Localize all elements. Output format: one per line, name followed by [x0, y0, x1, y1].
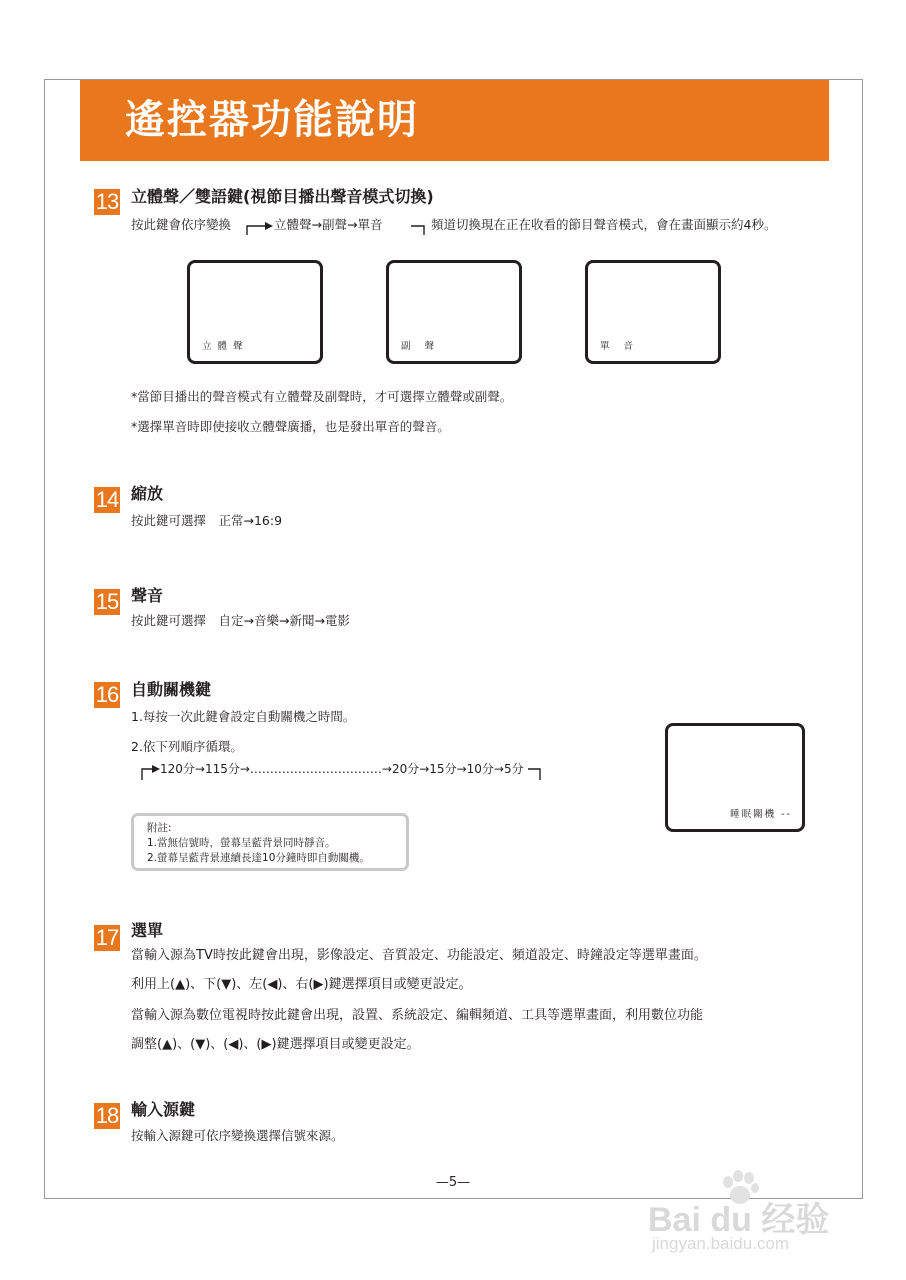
watermark-brand: Bai du 经验	[648, 1201, 830, 1239]
s17-line-1: 當輸入源為TV時按此鍵會出現，影像設定、音質設定、功能設定、頻道設定、時鐘設定等選單畫面。	[131, 948, 707, 963]
section-number-13: 13	[95, 189, 119, 214]
tv-screen-stereo	[187, 260, 323, 364]
baidu-watermark	[640, 1170, 865, 1260]
section-title-15: 聲音	[131, 586, 164, 605]
tv-screen-label: 單音	[600, 341, 648, 352]
s17-line-2: 利用上(▲)、下(▼)、左(◀)、右(▶)鍵選擇項目或變更設定。	[131, 977, 472, 992]
page-title: 遙控器功能說明	[125, 97, 419, 143]
note-line-2: 2.螢幕呈藍背景連續長達10分鐘時即自動關機。	[147, 852, 370, 864]
page-number: —5—	[435, 1175, 471, 1190]
section-title-17: 選單	[131, 921, 164, 940]
section-title-16: 自動關機鍵	[131, 680, 212, 699]
s16-line-2: 2.依下列順序循環。	[131, 739, 243, 754]
section-number-15: 15	[95, 589, 119, 614]
tv-screen-sleep	[665, 723, 805, 832]
s13-note-2: *選擇單音時即使接收立體聲廣播，也是發出單音的聲音。	[131, 419, 450, 434]
s13-note-1: *當節目播出的聲音模式有立體聲及副聲時，才可選擇立體聲或副聲。	[131, 389, 513, 404]
title-banner	[80, 80, 829, 161]
tv-screen-sap	[386, 260, 522, 364]
s14-text: 按此鍵可選擇 正常→16:9	[131, 513, 283, 528]
s16-note-box	[131, 813, 409, 871]
tv-screen-label: 睡眠關機 --	[730, 809, 792, 820]
note-line-1: 1.當無信號時，螢幕呈藍背景同時靜音。	[147, 837, 336, 849]
s13-intro-before: 按此鍵會依序變換	[131, 217, 232, 232]
s13-intro-after: 頻道切換現在正在收看的節目聲音模式，會在畫面顯示約4秒。	[431, 217, 777, 232]
s17-line-3: 當輸入源為數位電視時按此鍵會出現，設置、系統設定、編輯頻道、工具等選單畫面，利用數位功能	[131, 1008, 704, 1023]
page-frame	[44, 79, 863, 1199]
tv-screen-mono	[585, 260, 721, 364]
s13-cycle-text: 立體聲→副聲→單音	[274, 217, 383, 232]
section-number-14: 14	[95, 487, 119, 512]
s16-line-1: 1.每按一次此鍵會設定自動關機之時間。	[131, 709, 356, 724]
section-title-13: 立體聲／雙語鍵(視節目播出聲音模式切換)	[131, 187, 434, 206]
section-number-16: 16	[95, 682, 119, 707]
s18-text: 按輸入源鍵可依序變換選擇信號來源。	[131, 1128, 344, 1143]
watermark-url: jingyan.baidu.com	[652, 1234, 790, 1253]
s15-text: 按此鍵可選擇 自定→音樂→新聞→電影	[131, 613, 350, 628]
tv-screen-label: 副聲	[401, 341, 449, 352]
section-number-18: 18	[95, 1103, 119, 1128]
tv-screen-label: 立體聲	[202, 341, 249, 352]
section-title-14: 縮放	[131, 484, 164, 503]
note-title: 附註:	[147, 822, 172, 834]
section-title-18: 輸入源鍵	[131, 1100, 196, 1119]
s16-cycle-text: 120分→115分→……………………………→20分→15分→10分→5分	[160, 762, 524, 776]
section-number-17: 17	[95, 925, 119, 950]
s17-line-4: 調整(▲)、(▼)、(◀)、(▶)鍵選擇項目或變更設定。	[131, 1037, 420, 1052]
